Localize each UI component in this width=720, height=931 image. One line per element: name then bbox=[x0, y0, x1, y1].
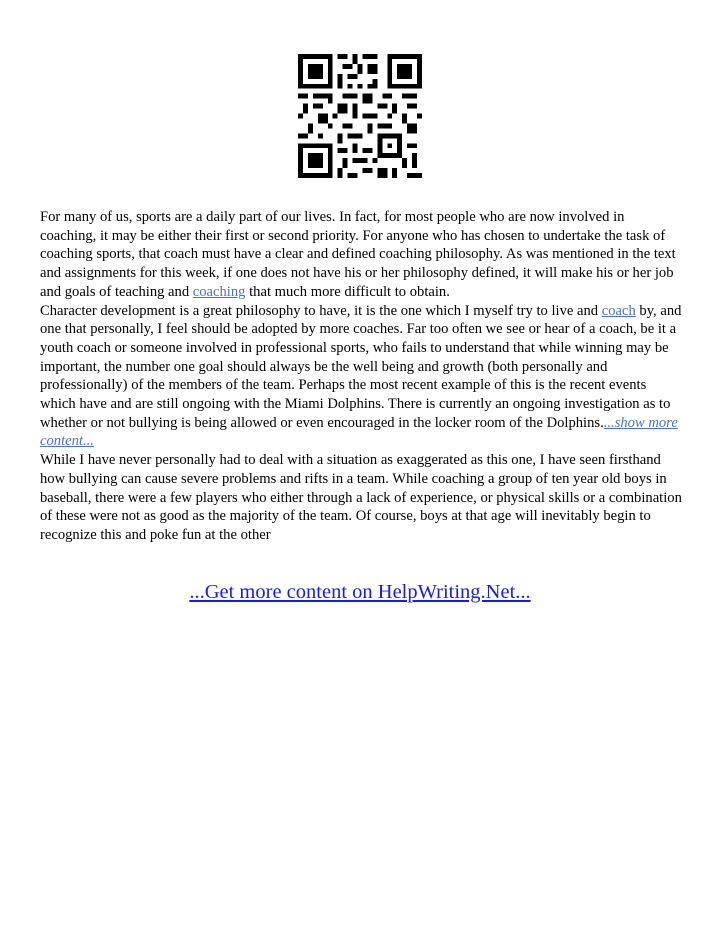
paragraph-3: While I have never personally had to deal with a situation as exaggerated as this one, I have seen firsthand how bullying can cause severe problems and rifts in a team. While coaching a group of ten year old boys in baseball, there were a few players who either through a lack of experience, or physical skills or a combination of these were not as good as the majority of the team. Of course, boys at that age will inevitably begin to recognize this and poke fun at the other bbox=[40, 452, 682, 543]
essay-body bbox=[40, 208, 682, 545]
coaching-link[interactable]: coaching bbox=[192, 283, 246, 300]
paragraph-1 bbox=[40, 208, 682, 302]
paragraph-2-text-a: Character development is a great philosophy to have, it is the one which I myself try to live and bbox=[40, 302, 602, 319]
footer bbox=[0, 581, 720, 604]
qr-code-icon bbox=[298, 54, 422, 178]
paragraph-1-text-a: For many of us, sports are a daily part of our lives. In fact, for most people who are now involved in coaching, it may be either their first or second priority. For anyone who has chosen to undertake the task of coaching sports, that coach must have a clear and defined coaching philosophy. As was mentioned in the text and assignments for this week, if one does not have his or her philosophy defined, it will make his or her job and goals of teaching and bbox=[40, 209, 676, 300]
paragraph-2-text-b: by, and one that personally, I feel should be adopted by more coaches. Far too often we see or hear of a coach, be it a youth coach or someone involved in professional sports, who fails to understand that while winning may be important, the number one goal should always be the well being and growth (both personally and professionally) of the members of the team. Perhaps the most recent example of this is the recent events which have and are still ongoing with the Miami Dolphins. There is currently an ongoing investigation as to whether or not bullying is being allowed or even encouraged in the locker room of the Dolphins. bbox=[40, 302, 682, 431]
qr-code bbox=[298, 54, 422, 178]
paragraph-1-text-b: that much more difficult to obtain. bbox=[245, 283, 450, 300]
coach-link[interactable]: coach bbox=[601, 302, 636, 319]
get-more-content-link[interactable]: ...Get more content on HelpWriting.Net... bbox=[189, 581, 531, 603]
paragraph-2 bbox=[40, 302, 682, 452]
show-more-content-link[interactable]: ...show more content... bbox=[40, 414, 678, 450]
